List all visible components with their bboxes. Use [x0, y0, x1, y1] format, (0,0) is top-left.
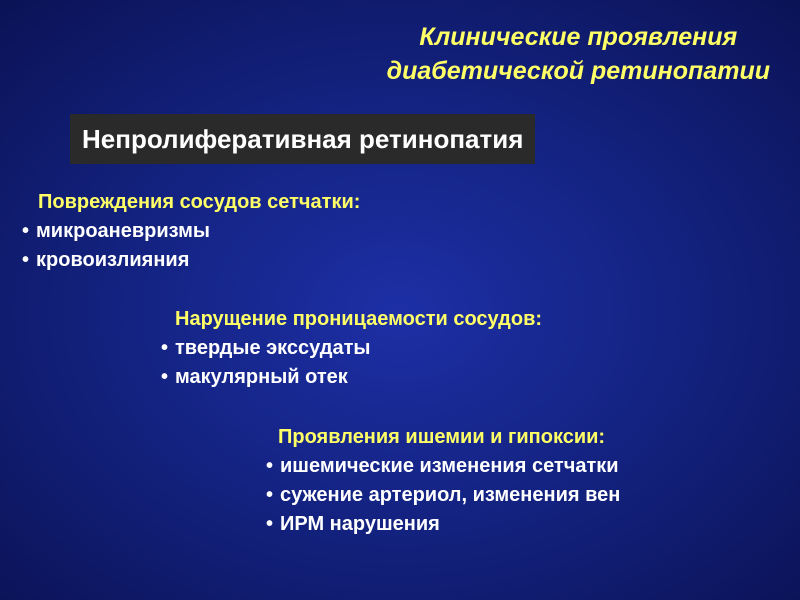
list-item [266, 481, 620, 510]
bullet-icon: • [266, 484, 274, 506]
bullet-icon: • [22, 220, 30, 242]
slide-title-line-1: Клинические проявления [419, 23, 738, 51]
list-item [161, 334, 542, 363]
bullet-icon: • [22, 249, 30, 271]
list-item [266, 510, 620, 539]
subtitle-banner: Непролиферативная ретинопатия [70, 114, 535, 164]
list-item-label: сужение артериол, изменения вен [280, 484, 621, 506]
bullet-icon: • [161, 337, 169, 359]
list-item-label: макулярный отек [175, 366, 348, 388]
section-heading: Повреждения сосудов сетчатки: [38, 191, 361, 213]
list-item-label: микроаневризмы [36, 220, 210, 242]
bullet-icon: • [266, 455, 274, 477]
list-item-label: твердые экссудаты [175, 337, 371, 359]
section-permeability [161, 305, 542, 392]
list-item [22, 217, 360, 246]
list-item-label: ишемические изменения сетчатки [280, 455, 619, 477]
list-item [266, 452, 620, 481]
section-heading: Нарущение проницаемости сосудов: [175, 308, 543, 330]
bullet-icon: • [266, 513, 274, 535]
bullet-icon: • [161, 366, 169, 388]
section-vessel-damage [22, 188, 360, 275]
list-item-label: кровоизлияния [36, 249, 190, 271]
slide-title [387, 20, 770, 88]
section-heading: Проявления ишемии и гипоксии: [278, 426, 606, 448]
list-item [22, 246, 360, 275]
slide-title-line-2: диабетической ретинопатии [386, 57, 770, 85]
list-item [161, 363, 542, 392]
section-ischemia [266, 423, 620, 539]
list-item-label: ИРМ нарушения [280, 513, 440, 535]
